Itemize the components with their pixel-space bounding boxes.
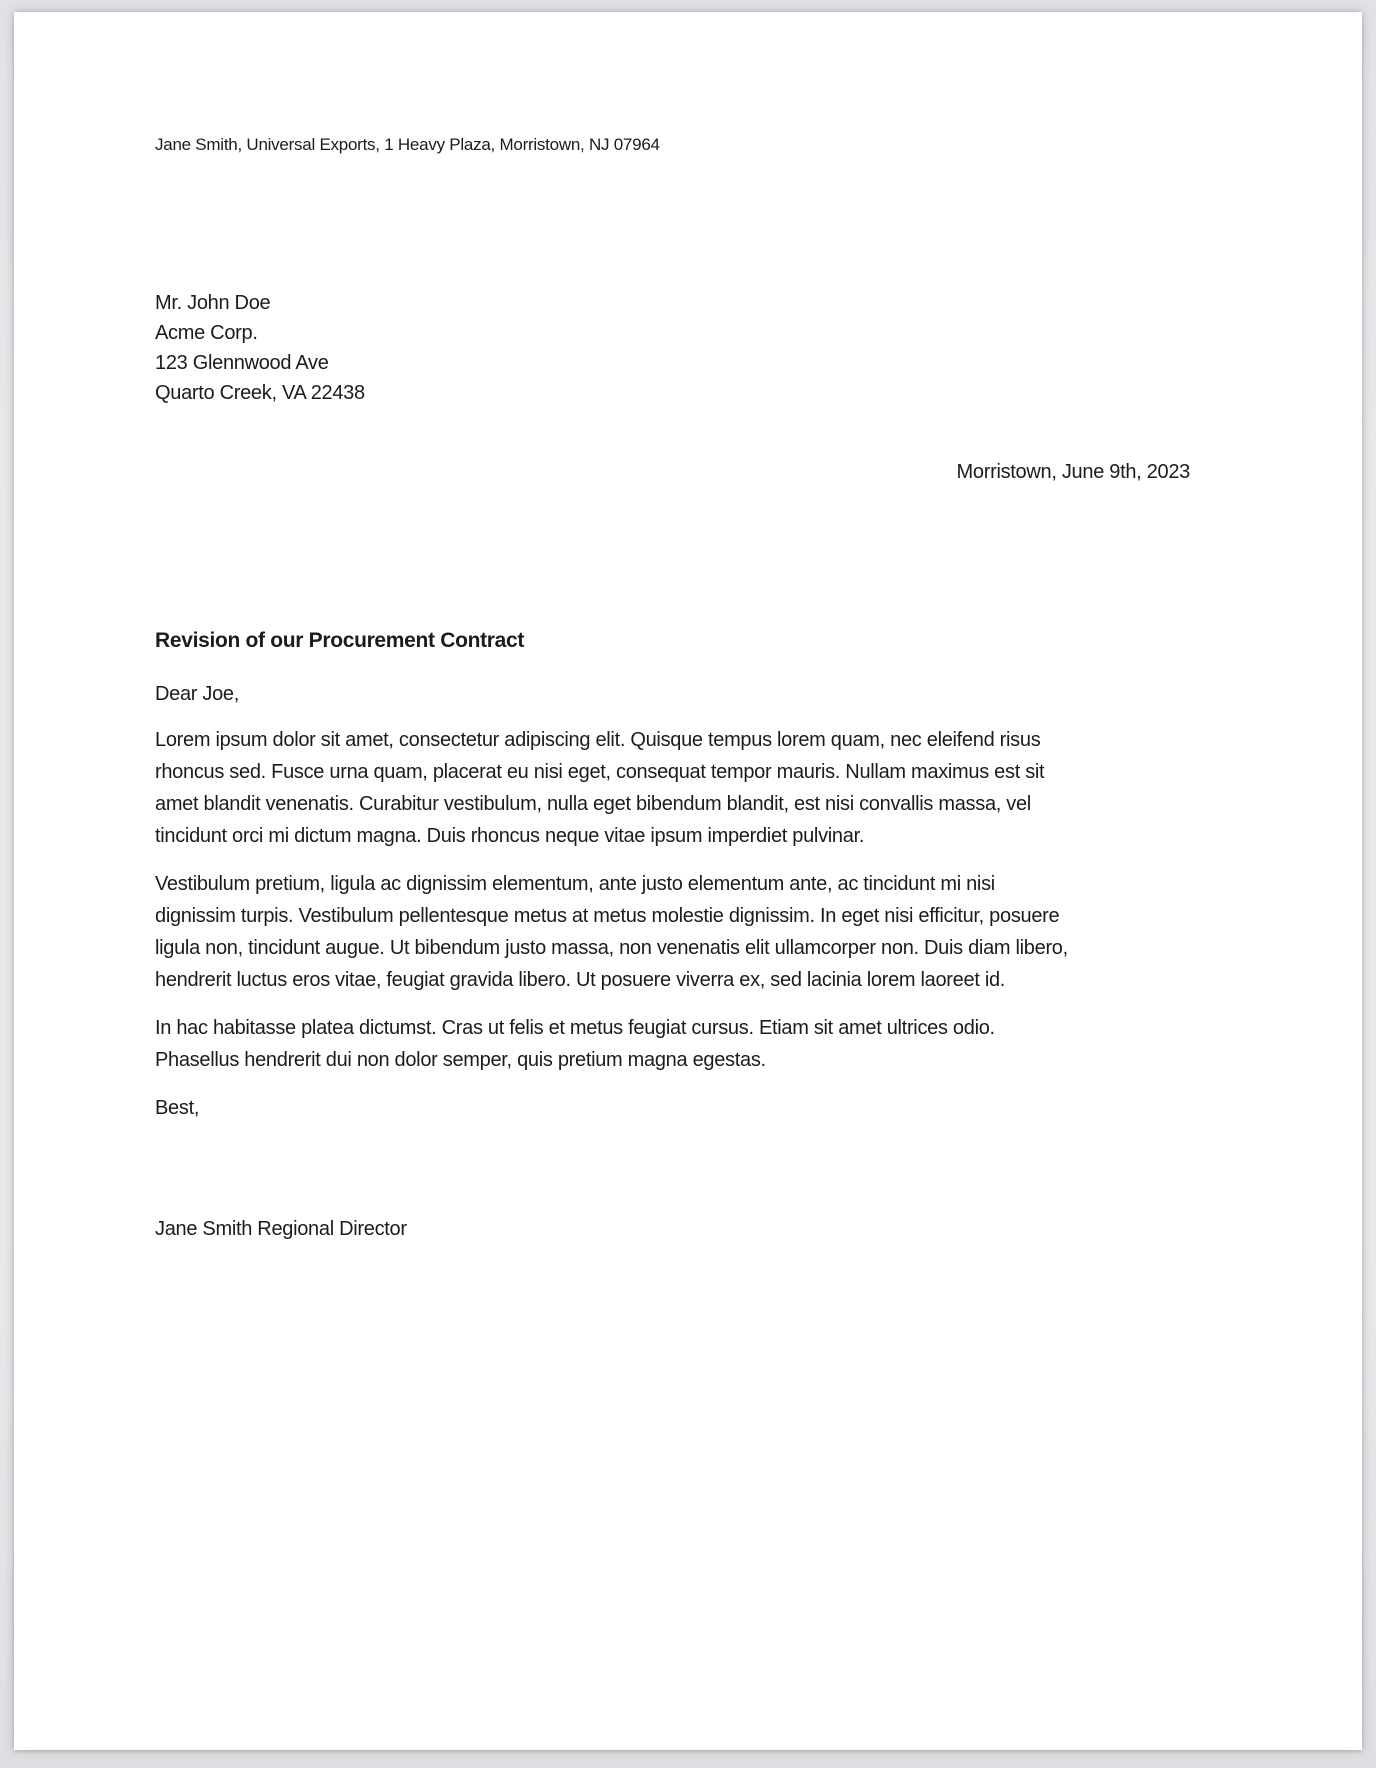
subject-line: Revision of our Procurement Contract [155,629,525,652]
recipient-name: Mr. John Doe [155,292,271,314]
body-paragraph-1: Lorem ipsum dolor sit amet, consectetur adipiscing elit. Quisque tempus lorem quam, nec eleifend risus rhoncus sed. Fusce urna quam, placerat eu nisi eget, consequat tempor mauris. Nullam maximus est sit amet blandit venenatis. Curabitur vestibulum, nulla eget bibendum blandit, est nisi convallis massa, vel tincidunt orci mi dictum magna. Duis rhoncus neque vitae ipsum imperdiet pulvinar. [155,729,1045,847]
closing-valediction: Best, [155,1097,200,1119]
recipient-address-block [155,288,1362,408]
recipient-city: Quarto Creek, VA 22438 [155,382,365,404]
recipient-street: 123 Glennwood Ave [155,352,329,374]
place-and-date-line: Morristown, June 9th, 2023 [956,461,1190,483]
page-top-gutter [0,0,1376,12]
body-paragraph-3: In hac habitasse platea dictumst. Cras ut felis et metus feugiat cursus. Etiam sit amet ultrices odio. Phasellus hendrerit dui non dolor semper, quis pretium magna egestas. [155,1017,995,1071]
recipient-company: Acme Corp. [155,322,258,344]
sender-return-address: Jane Smith, Universal Exports, 1 Heavy Plaza, Morristown, NJ 07964 [155,135,660,154]
letter-page [14,12,1362,1750]
body-paragraph-2: Vestibulum pretium, ligula ac dignissim elementum, ante justo elementum ante, ac tincidunt mi nisi dignissim turpis. Vestibulum pellentesque metus at metus molestie dignissim. In eget nisi efficitur, posuere ligula non, tincidunt augue. Ut bibendum justo massa, non venenatis elit ullamcorper non. Duis diam libero, hendrerit luctus eros vitae, feugiat gravida libero. Ut posuere viverra ex, sed lacinia lorem laoreet id. [155,873,1068,991]
signature-name-title: Jane Smith Regional Director [155,1218,407,1240]
salutation: Dear Joe, [155,683,240,705]
